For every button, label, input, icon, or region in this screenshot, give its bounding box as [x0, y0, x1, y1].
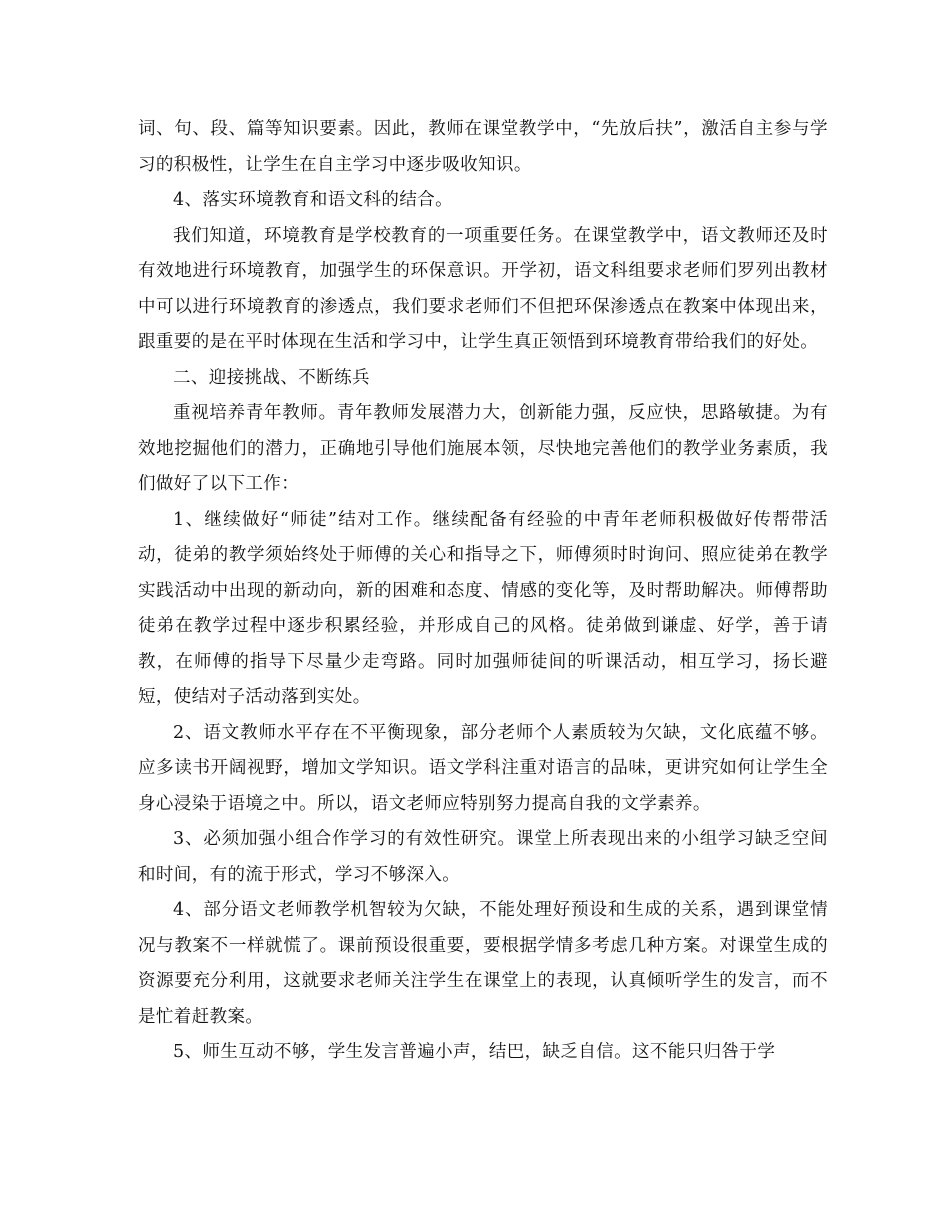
- section-heading: 二、迎接挑战、不断练兵: [173, 367, 370, 388]
- paragraph-8: 3、必须加强小组合作学习的有效性研究。课堂上所表现出来的小组学习缺乏空间和时间，有的流于形式，学习不够深入。: [138, 829, 828, 885]
- paragraph-3: 我们知道，环境教育是学校教育的一项重要任务。在课堂教学中，语文教师还及时有效地进行环境教育，加强学生的环保意识。开学初，语文科组要求老师们罗列出教材中可以进行环境教育的渗透点，我们要求老师们不但把环保渗透点在教案中体现出来，跟重要的是在平时体现在生活和学习中，让学生真正领悟到环境教育带给我们的好处。: [138, 225, 828, 352]
- document-page: [138, 112, 828, 1071]
- paragraph-10: 5、师生互动不够，学生发言普遍小声，结巴，缺乏自信。这不能只归咎于学: [173, 1042, 776, 1062]
- paragraph-6: 1、继续做好“师徒”结对工作。继续配备有经验的中青年老师积极做好传帮带活动，徒弟的教学须始终处于师傅的关心和指导之下，师傅须时时询问、照应徒弟在教学实践活动中出现的新动向，新的困难和态度、情感的变化等，及时帮助解决。师傅帮助徒弟在教学过程中逐步积累经验，并形成自己的风格。徒弟做到谦虚、好学，善于请教，在师傅的指导下尽量少走弯路。同时加强师徒间的听课活动，相互学习，扬长避短，使结对子活动落到实处。: [138, 509, 828, 707]
- paragraph-2: 4、落实环境教育和语文科的结合。: [173, 190, 454, 210]
- paragraph-7: 2、语文教师水平存在不平衡现象，部分老师个人素质较为欠缺，文化底蕴不够。应多读书开阔视野，增加文学知识。语文学科注重对语言的品味，更讲究如何让学生全身心浸染于语境之中。所以，语文老师应特别努力提高自我的文学素养。: [138, 722, 828, 814]
- paragraph-1: 词、句、段、篇等知识要素。因此，教师在课堂教学中，“先放后扶”，激活自主参与学习的积极性，让学生在自主学习中逐步吸收知识。: [138, 119, 828, 175]
- paragraph-5: 重视培养青年教师。青年教师发展潜力大，创新能力强，反应快，思路敏捷。为有效地挖掘他们的潜力，正确地引导他们施展本领，尽快地完善他们的教学业务素质，我们做好了以下工作：: [138, 403, 828, 494]
- paragraph-9: 4、部分语文老师教学机智较为欠缺，不能处理好预设和生成的关系，遇到课堂情况与教案不一样就慌了。课前预设很重要，要根据学情多考虑几种方案。对课堂生成的资源要充分利用，这就要求老师关注学生在课堂上的表现，认真倾听学生的发言，而不是忙着赶教案。: [138, 900, 828, 1027]
